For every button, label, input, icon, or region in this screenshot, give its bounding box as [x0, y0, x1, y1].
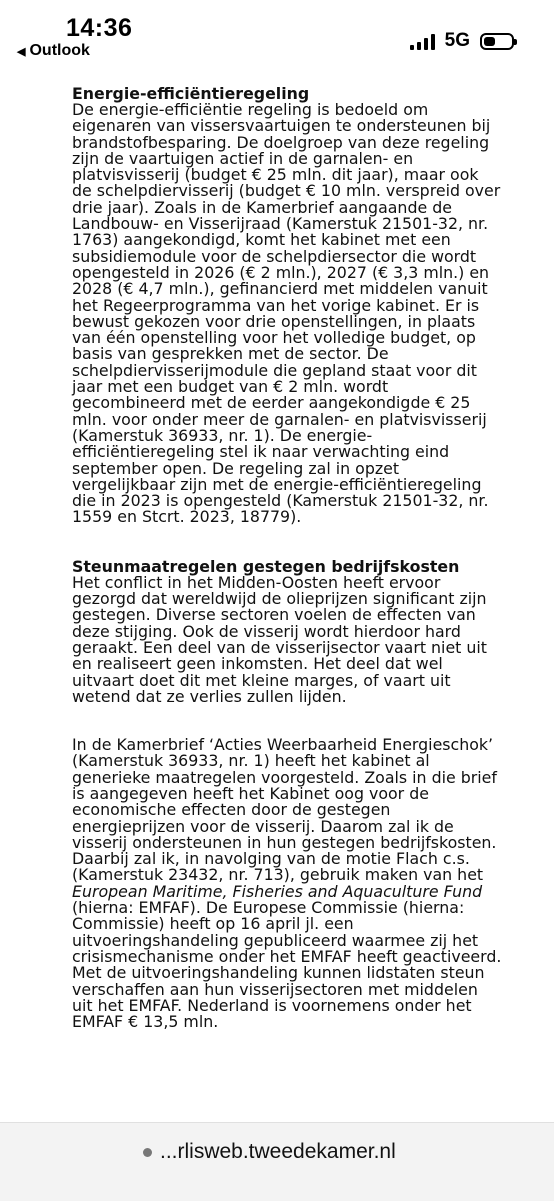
- section-body-energy-efficiency: De energie-efficiëntie regeling is bedoeld om eigenaren van vissersvaartuigen te ondersteunen bij brandstofbesparing. De doelgroep van deze regeling zijn de vaartuigen actief in de garnalen- en platvisvisserij (budget € 25 mln. dit jaar), maar ook de schelpdiervisserij (budget € 10 mln. verspreid over drie jaar). Zoals in de Kamerbrief aangaande de Landbouw- en Visserijraad (Kamerstuk 21501-32, nr. 1763) aangekondigd, komt het kabinet met een subsidiemodule voor de schelpdiersector die wordt opengesteld in 2026 (€ 2 mln.), 2027 (€ 3,3 mln.) en 2028 (€ 4,7 mln.), gefinancierd met middelen vanuit het Regeerprogramma van het vorige kabinet. Er is bewust gekozen voor drie openstellingen, in plaats van één openstelling voor het volledige budget, op basis van gesprekken met de sector. De schelpdiervisserijmodule die gepland staat voor dit jaar met een budget van € 2 mln. wordt gecombineerd met de eerder aangekondigde € 25 mln. voor onder meer de garnalen- en platvisvisserij (Kamerstuk 36933, nr. 1). De energie-efficiëntieregeling stel ik naar verwachting eind september open. De regeling zal in opzet vergelijkbaar zijn met de energie-efficiëntieregeling die in 2023 is opengesteld (Kamerstuk 21501-32, nr. 1559 en Stcrt. 2023, 18779).: [72, 100, 501, 527]
- section-body-support-measures: Het conflict in het Midden-Oosten heeft ervoor gezorgd dat wereldwijd de olieprijzen significant zijn gestegen. Diverse sectoren voelen de effecten van deze stijging. Ook de visserij wordt hierdoor hard geraakt. Een deel van de visserijsector vaart niet uit en realiseert geen inkomsten. Het deel dat wel uitvaart doet dit met kleine marges, of vaart uit wetend dat ze verlies zullen lijden.: [72, 572, 487, 706]
- address-bar[interactable]: [143, 1140, 396, 1164]
- section-heading-energy-efficiency: Energie-efficiëntieregeling: [72, 84, 310, 103]
- document-content: [72, 85, 502, 1030]
- back-to-app-button[interactable]: [17, 42, 90, 60]
- back-app-label: Outlook: [29, 42, 90, 59]
- battery-icon: [480, 33, 514, 50]
- browser-bottom-bar: [0, 1122, 554, 1201]
- emfaf-italic-term: European Maritime, Fisheries and Aquaculture Fund: [72, 881, 483, 901]
- site-info-icon[interactable]: [143, 1148, 152, 1157]
- back-arrow-icon: ◀: [17, 45, 26, 58]
- status-indicators: [410, 30, 514, 52]
- cellular-signal-icon: [410, 32, 435, 50]
- url-text: ...rlisweb.tweedekamer.nl: [160, 1140, 396, 1163]
- network-type: 5G: [444, 30, 470, 51]
- section-heading-support-measures: Steunmaatregelen gestegen bedrijfskosten: [72, 556, 460, 576]
- paragraph-part-1: In de Kamerbrief ‘Acties Weerbaarheid Energieschok’ (Kamerstuk 36933, nr. 1) heeft het kabinet al generieke maatregelen voorgesteld. Zoals in die brief is aangegeven heeft het Kabinet oog voor de economische effecten door de gestegen energieprijzen voor de visserij. Daarom zal ik de visserij ondersteunen in hun gestegen bedrijfskosten. Daarbij zal ik, in navolging van de motie Flach c.s. (Kamerstuk 23432, nr. 713), gebruik maken van het: [72, 735, 497, 885]
- section-body-kamerbrief: [72, 737, 502, 1030]
- status-time: 14:36: [66, 14, 133, 42]
- status-bar: [0, 0, 554, 76]
- paragraph-part-2: (hierna: EMFAF). De Europese Commissie (hierna: Commissie) heeft op 16 april jl. een uitvoeringshandeling gepubliceerd waarmee zij het crisismechanisme onder het EMFAF heeft geactiveerd. Met de uitvoeringshandeling kunnen lidstaten steun verschaffen aan hun visserijsectoren met middelen uit het EMFAF. Nederland is voornemens onder het EMFAF € 13,5 mln.: [72, 898, 502, 1032]
